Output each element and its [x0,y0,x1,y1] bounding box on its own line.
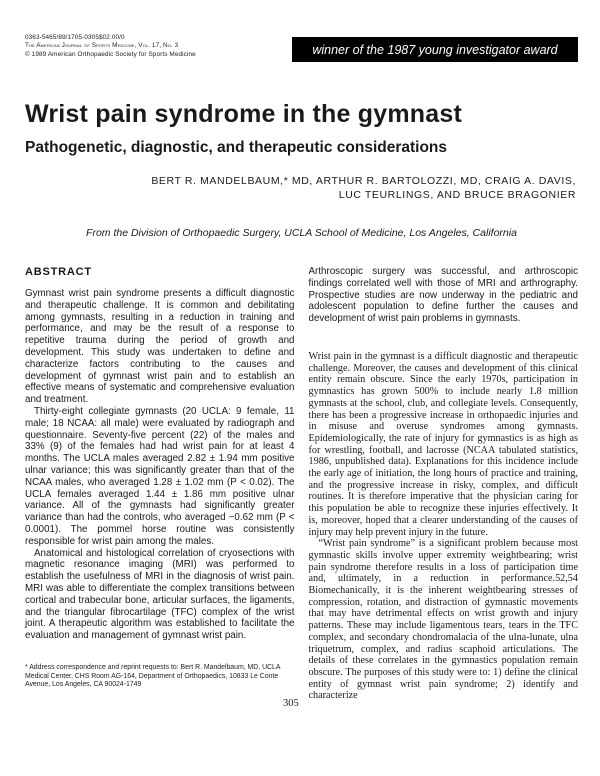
left-column [25,266,295,702]
paragraph: Thirty-eight collegiate gymnasts (20 UCLA: 9 female, 11 male; 18 NCAA: all male) were evaluated by radiograph and questionnaire. Seventy-five percent (22) of the males and 33% (9) of the females had had wrist pain for at least 4 months. The UCLA males averaged 2.82 ± 1.94 mm positive ulnar variance; this was significantly greater than that of the NCAA males, who averaged 1.28 ± 1.02 mm (P < 0.02). The UCLA females averaged 1.44 ± 1.86 mm positive ulnar variance. All of the gymnasts had significantly greater variance than had the controls, who averaged −0.62 mm (P < 0.0001). The pommel horse routine was consistently responsible for wrist pain among the males. [25,405,295,547]
abstract-text-left [25,288,295,642]
paragraph: “Wrist pain syndrome” is a significant problem because most gymnastic skills involve upper extremity weightbearing; wrist pain syndrome therefore results in a loss of participation time and, ultimately, in a reduction in performance.52,54 Biomechanically, it is the inherent weightbearing stresses of compression, rotation, and distraction of gymnastic movements that may have detrimental effects on wrist growth and injury patterns. These may include ligamentous tears, tears in the TFC complex, and secondary chondromalacia of the ulna-lunate, ulna triquetrum, complex, and radius scaphoid articulations. The details of these correlates in the gymnastics population remain obscure. The purposes of this study were to: 1) define the clinical entity of gymnast wrist pain syndrome; 2) identify and characterize [308,538,578,702]
page-number: 305 [283,698,299,709]
paragraph: Anatomical and histological correlation of cryosections with magnetic resonance imaging (MRI) was performed to establish the usefulness of MRI in the diagnosis of wrist pain. MRI was able to differentiate the complex transitions between cortical and trabecular bone, articular surfaces, the ligaments, and the triangular fibrocartilage (TFC) complex of the wrist joint. A therapeutic algorithm was established to facilitate the evaluation and management of gymnast wrist pain. [25,547,295,642]
article-subtitle: Pathogenetic, diagnostic, and therapeutic considerations [25,139,448,156]
paragraph: Wrist pain in the gymnast is a difficult diagnostic and therapeutic challenge. Moreover, the causes and development of this clinical entity remain obscure. Since the early 1970s, participation in gymnastics has grown 500% to include nearly 1.8 million gymnasts at the school, club, and collegiate levels. Consequently, there has been a progressive increase in orthopaedic injuries and in misuse and overuse syndromes among gymnasts. Epidemiologically, the rate of injury for gymnastics is as high as for wrestling, football, and lacrosse (NCAA tabulated statistics, 1986, unpublished data). Explanations for this incidence include the early age of initiation, the long hours of practice and training, and the progressive increase in risky, complex, and difficult routines. It is therefore imperative that the physician caring for this population be able to recognize these injuries effectively. It is, moreover, hoped that a clearer understanding of the causes of injury may help prevent injury in the future. [308,350,578,538]
authors-line-1: BERT R. MANDELBAUM,* MD, ARTHUR R. BARTOLOZZI, MD, CRAIG A. DAVIS, [151,175,576,187]
author-list [25,174,578,202]
abstract-text-right [309,266,579,325]
paragraph: Arthroscopic surgery was successful, and arthroscopic findings correlated well with those of MRI and arthrography. Prospective studies are now underway in the pediatric and adolescent population to define further the causes and development of wrist pain problems in gymnasts. [308,266,578,325]
publication-info [25,34,196,59]
journal-line: The American Journal of Sports Medicine, Vol. 17, No. 3 [25,42,179,50]
introduction-text [309,351,579,702]
award-banner: winner of the 1987 young investigator award [292,37,578,62]
right-column [309,266,579,702]
page-header [25,34,578,62]
abstract-heading: ABSTRACT [25,266,92,278]
paragraph: Gymnast wrist pain syndrome presents a difficult diagnostic and therapeutic challenge. It is common and debilitating among gymnasts, resulting in a reduction in training and performance, and may be the result of a response to repetitive trauma during the period of growth and development. This study was undertaken to define and characterize factors contributing to the causes and development of gymnast wrist pain and to establish an effective means of systematic and comprehensive evaluation and treatment. [25,288,295,406]
article-title: Wrist pain syndrome in the gymnast [25,100,462,128]
affiliation: From the Division of Orthopaedic Surgery, UCLA School of Medicine, Los Angeles, California [86,227,517,239]
copyright-line: © 1989 American Orthopaedic Society for Sports Medicine [25,50,196,58]
correspondence-footnote: * Address correspondence and reprint requests to: Bert R. Mandelbaum, MD, UCLA Medical Center, CHS Room AG-164, Department of Orthopaedics, 10833 Le Conte Avenue, Los Angeles, CA 90024-1749 [25,663,281,689]
two-column-body [25,266,578,702]
issn-line: 0363-5465/89/1705-0305$02.00/0 [25,34,125,41]
authors-line-2: LUC TEURLINGS, AND BRUCE BRAGONIER [338,189,576,201]
